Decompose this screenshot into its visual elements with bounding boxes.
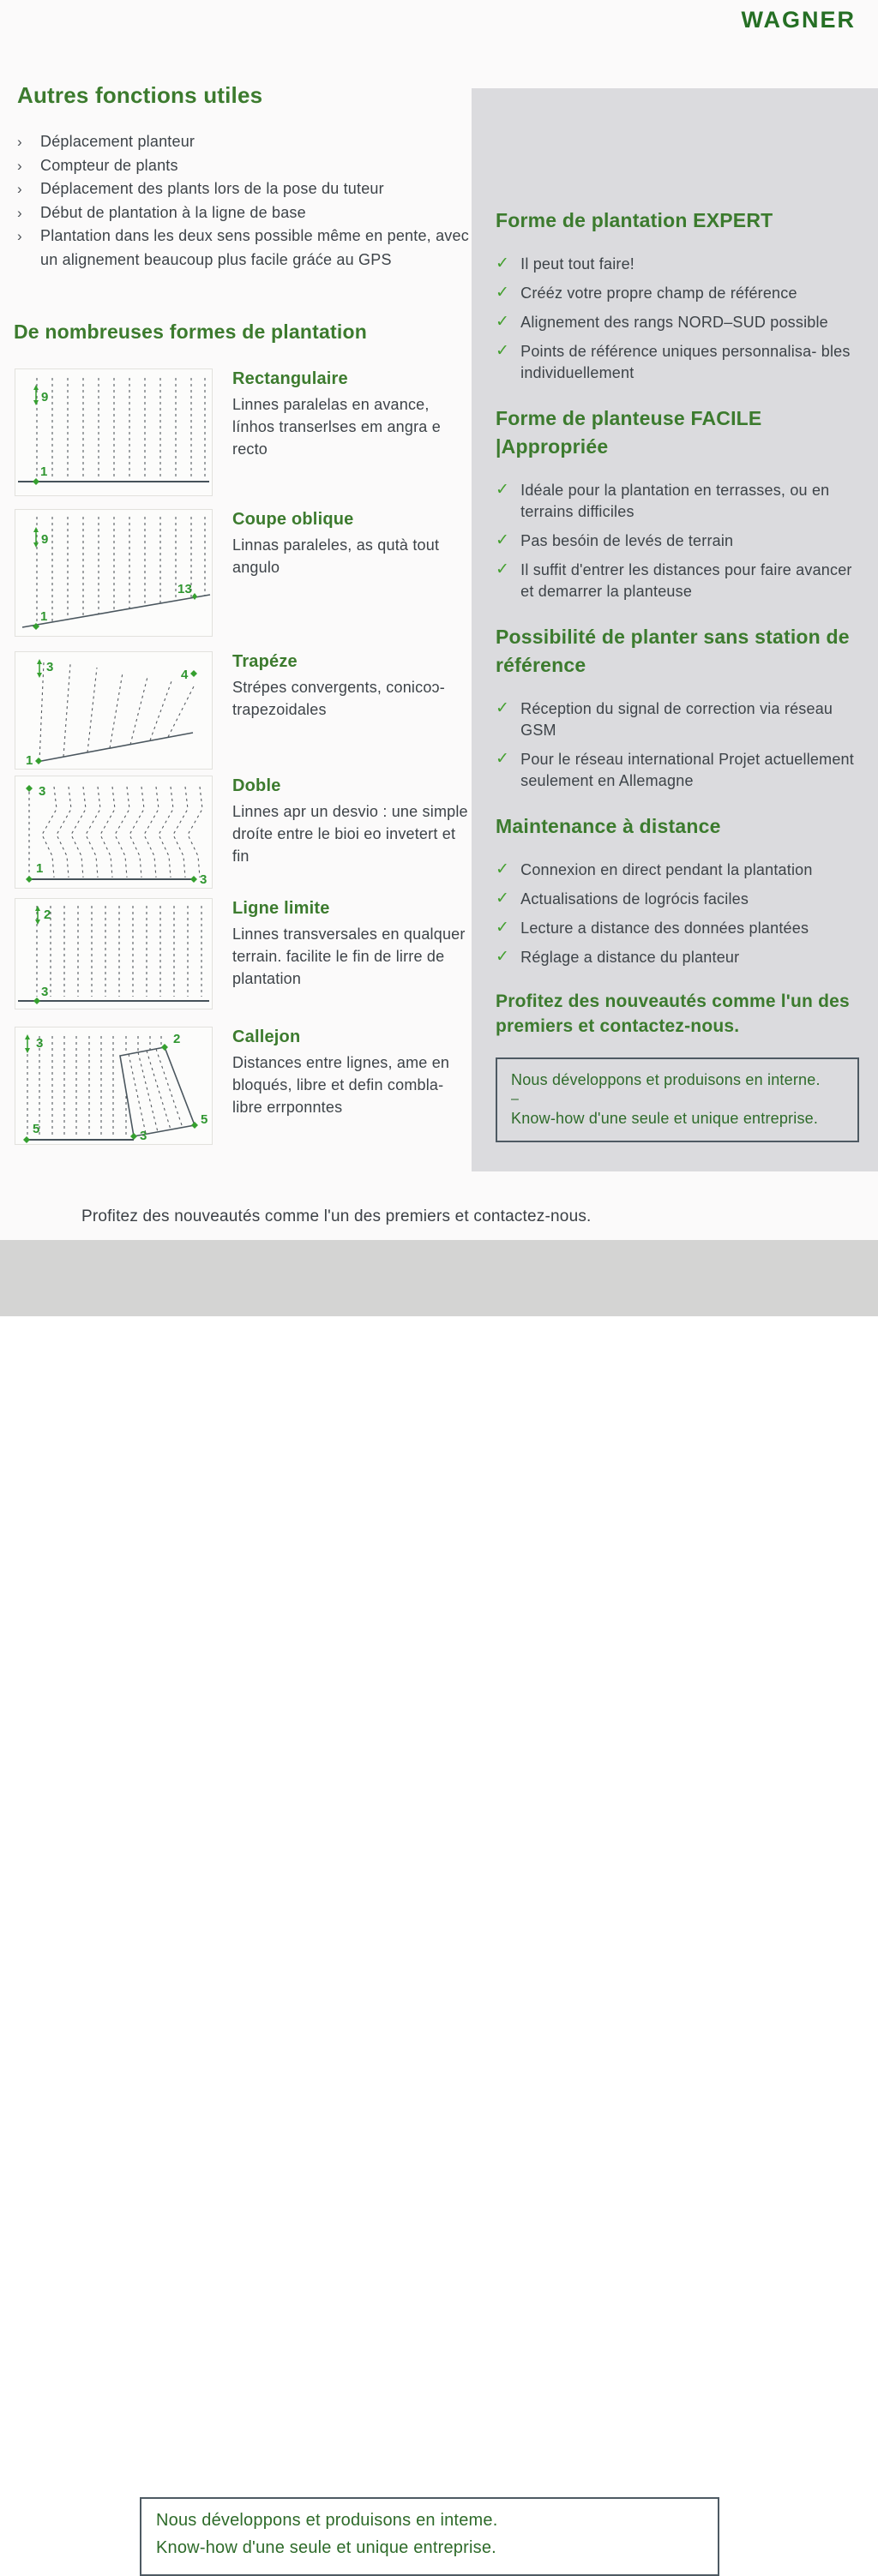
list-item (17, 225, 470, 272)
bullet-text: Début de plantation à la ligne de base (40, 203, 306, 221)
section-sans-station (496, 623, 859, 792)
shape-title: Doble (232, 776, 281, 795)
panel-cta-text: Profitez des nouveautés comme l'un des premiers et contactez-nous. (496, 991, 850, 1036)
check-icon: ✓ (496, 481, 510, 499)
diagram-trapeze (15, 651, 213, 770)
shape-description: Linnes paralelas en avance, línhos transerlses em angra e recto (232, 396, 441, 458)
shape-description: Distances entre lignes, ame en bloqués, libre et defin combla- libre errponntes (232, 1054, 450, 1116)
diagram-callejon (15, 1027, 213, 1145)
check-icon: ✓ (496, 531, 510, 549)
diagram-label: 2 (173, 1032, 181, 1046)
check-icon: ✓ (496, 750, 510, 768)
footer-band (0, 1240, 878, 2557)
list-item (17, 177, 470, 201)
check-icon: ✓ (496, 255, 510, 273)
check-text: Pour le réseau international Projet actuellement seulement en Allemagne (520, 751, 854, 789)
check-list (496, 698, 859, 792)
bullet-text: Plantation dans les deux sens possible même en pente, avec un alignement beaucoup plus facile gráće au GPS (40, 227, 469, 268)
check-text: Réglage a distance du planteur (520, 949, 740, 966)
check-icon: ✓ (496, 342, 510, 360)
shape-description-block (232, 898, 469, 1009)
diagram-label: 1 (40, 464, 48, 479)
diagram-label: 2 (44, 908, 51, 922)
diagram-label: 3 (140, 1129, 147, 1143)
diagram-rectangulaire (15, 368, 213, 496)
diagram-label: 1 (36, 861, 44, 876)
check-item (496, 530, 859, 552)
check-icon: ✓ (496, 284, 510, 302)
check-text: Lecture a distance des données plantées (520, 920, 809, 937)
chevron-bullet-icon: › (17, 181, 22, 197)
check-item (496, 480, 859, 523)
diagram-label: 13 (177, 582, 193, 596)
footer-box-line1: Nous développons et produisons en inteme. (156, 2511, 498, 2530)
diagram-label: 3 (41, 985, 49, 999)
diagram-label: 1 (40, 609, 48, 624)
footer-cta-text: Profitez des nouveautés comme l'un des premiers et contactez-nous. (81, 1207, 592, 1225)
check-item (496, 254, 859, 275)
footer-box-line2: Know-how d'une seule et unique entreprise. (156, 2538, 496, 2557)
check-item (496, 698, 859, 741)
features-panel (472, 88, 878, 1171)
diagram-label: 9 (41, 390, 49, 404)
check-item (496, 341, 859, 384)
list-item (17, 201, 470, 225)
check-text: Actualisations de logrócis faciles (520, 890, 749, 908)
diagram-label: 5 (33, 1122, 40, 1136)
shape-description: Strépes convergents, conicoɔ-trapezoidales (232, 679, 445, 718)
check-list (496, 254, 859, 384)
info-box-separator: – (511, 1092, 520, 1106)
diagram-label: 4 (181, 668, 189, 682)
diagram-label: 3 (46, 660, 54, 674)
shape-row-rectangulaire (15, 368, 469, 496)
check-item (496, 560, 859, 602)
check-icon: ✓ (496, 699, 510, 717)
shape-description-block (232, 651, 469, 770)
section-heading: Possibilité de planter sans station de référence (496, 626, 850, 676)
check-text: Points de référence uniques personnalisa- bles individuellement (520, 343, 851, 381)
check-text: Crééz votre propre champ de référence (520, 285, 797, 302)
check-item (496, 283, 859, 304)
shape-description-block (232, 776, 469, 889)
shape-title: Ligne limite (232, 899, 330, 918)
check-icon: ✓ (496, 313, 510, 331)
feature-bullet-list (17, 130, 470, 272)
shape-description: Linnes apr un desvio : une simple droíte entre le bioi eo invetert et fin (232, 803, 468, 865)
check-item (496, 860, 859, 881)
section-title-plantation-forms: De nombreuses formes de plantation (14, 321, 367, 343)
shape-row-coupe-oblique (15, 509, 469, 637)
check-text: Réception du signal de correction via réseau GSM (520, 700, 833, 739)
shape-row-callejon (15, 1027, 469, 1145)
check-item (496, 312, 859, 333)
check-item (496, 749, 859, 792)
diagram-label: 5 (201, 1112, 208, 1127)
check-text: Pas besóin de levés de terrain (520, 532, 734, 549)
section-heading: Maintenance à distance (496, 815, 721, 837)
shape-title: Trapéze (232, 652, 298, 671)
panel-info-box (496, 1057, 859, 1142)
shape-description-block (232, 1027, 469, 1145)
shape-description-block (232, 368, 469, 496)
shape-description: Linnas paraleles, as qutà tout angulo (232, 536, 440, 576)
diagram-label: 3 (36, 1036, 44, 1051)
check-list (496, 860, 859, 968)
shape-description-block (232, 509, 469, 637)
check-item (496, 889, 859, 910)
shape-row-trapeze (15, 651, 469, 770)
section-facile (496, 404, 859, 602)
chevron-bullet-icon: › (17, 204, 22, 221)
shape-description: Linnes transversales en qualquer terrain. facilite le fin de lirre de plantation (232, 926, 466, 987)
check-item (496, 918, 859, 939)
check-icon: ✓ (496, 948, 510, 966)
shape-row-ligne-limite (15, 898, 469, 1009)
diagram-label: 9 (41, 532, 49, 547)
section-heading: Forme de planteuse FACILE |Appropriée (496, 407, 762, 458)
info-box-line2: Know-how d'une seule et unique entreprise. (511, 1110, 819, 1127)
shape-row-doble (15, 776, 469, 889)
chevron-bullet-icon: › (17, 228, 22, 244)
check-text: Alignement des rangs NORD–SUD possible (520, 314, 828, 331)
bullet-text: Déplacement des plants lors de la pose du tuteur (40, 180, 384, 197)
check-text: Idéale pour la plantation en terrasses, ou en terrains difficiles (520, 482, 830, 520)
shape-title: Rectangulaire (232, 369, 348, 388)
diagram-label: 1 (26, 753, 33, 768)
diagram-label: 3 (39, 784, 46, 799)
info-box-line1: Nous développons et produisons en interne. (511, 1071, 821, 1088)
check-icon: ✓ (496, 860, 510, 878)
shape-title: Coupe oblique (232, 510, 354, 529)
check-icon: ✓ (496, 919, 510, 937)
check-text: Connexion en direct pendant la plantation (520, 861, 813, 878)
section-expert (496, 207, 859, 384)
page-title: Autres fonctions utiles (17, 82, 263, 108)
check-text: Il peut tout faire! (520, 255, 635, 273)
check-text: Il suffit d'entrer les distances pour faire avancer et demarrer la planteuse (520, 561, 852, 600)
chevron-bullet-icon: › (17, 134, 22, 150)
diagram-label: 3 (200, 872, 207, 887)
bullet-text: Déplacement planteur (40, 133, 195, 150)
bullet-text: Compteur de plants (40, 156, 178, 174)
diagram-coupe-oblique (15, 509, 213, 637)
wagner-logo: WAGNER (741, 7, 856, 33)
check-item (496, 947, 859, 968)
check-icon: ✓ (496, 890, 510, 908)
list-item (17, 130, 470, 154)
chevron-bullet-icon: › (17, 157, 22, 174)
diagram-doble (15, 776, 213, 889)
list-item (17, 154, 470, 178)
shape-title: Callejon (232, 1027, 301, 1046)
check-list (496, 480, 859, 602)
section-heading: Forme de plantation EXPERT (496, 209, 773, 231)
check-icon: ✓ (496, 560, 510, 578)
section-maintenance (496, 812, 859, 968)
diagram-ligne-limite (15, 898, 213, 1009)
footer-info-box (140, 2497, 719, 2576)
